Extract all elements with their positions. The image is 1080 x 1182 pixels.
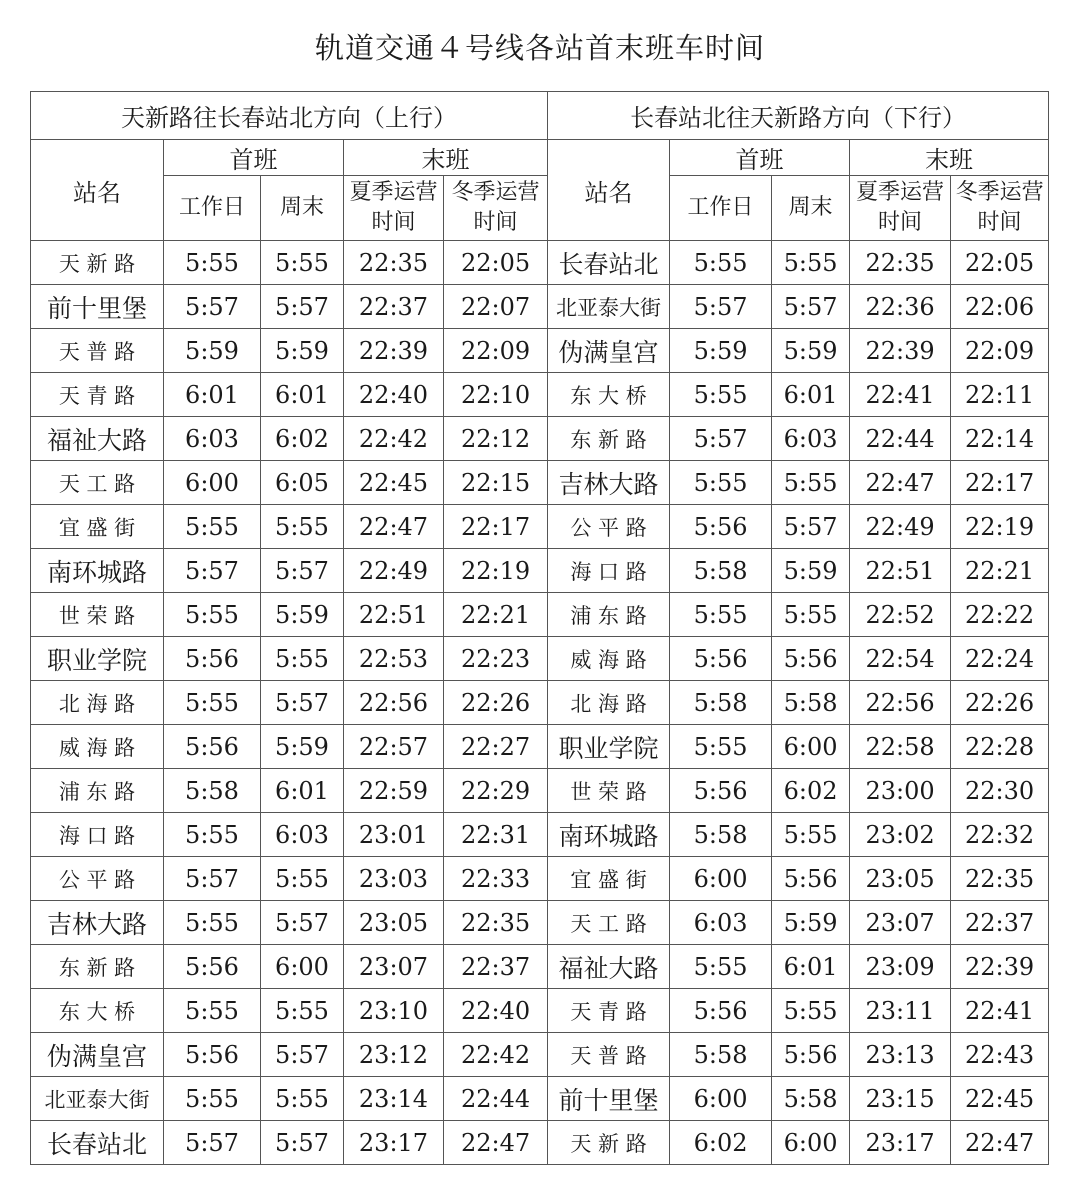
up-winter-last: 22:07 [444, 285, 548, 329]
up-summer-last: 23:07 [344, 945, 444, 989]
up-winter-last: 22:19 [444, 549, 548, 593]
up-station-name: 威 海 路 [31, 725, 164, 769]
table-row [31, 1077, 1049, 1121]
down-winter-last: 22:19 [951, 505, 1049, 549]
down-station-name: 天 工 路 [548, 901, 670, 945]
down-weekday-first: 5:56 [670, 637, 772, 681]
down-station-name: 北亚泰大街 [548, 285, 670, 329]
table-row [31, 769, 1049, 813]
down-winter-last: 22:45 [951, 1077, 1049, 1121]
up-summer-last: 22:59 [344, 769, 444, 813]
down-winter-last: 22:14 [951, 417, 1049, 461]
up-station-name: 北 海 路 [31, 681, 164, 725]
down-winter-last: 22:30 [951, 769, 1049, 813]
down-station-name: 世 荣 路 [548, 769, 670, 813]
down-station-name: 福祉大路 [548, 945, 670, 989]
timetable-body [31, 241, 1049, 1165]
down-weekday-first: 5:58 [670, 681, 772, 725]
up-weekend-first: 6:01 [261, 373, 344, 417]
down-weekend-first: 6:02 [772, 769, 850, 813]
up-station-name: 天 工 路 [31, 461, 164, 505]
up-station-name: 天 青 路 [31, 373, 164, 417]
down-winter-last: 22:09 [951, 329, 1049, 373]
down-weekend-first: 6:00 [772, 1121, 850, 1165]
down-weekday-first: 5:55 [670, 461, 772, 505]
up-station-name: 福祉大路 [31, 417, 164, 461]
up-weekday-first: 5:57 [164, 285, 261, 329]
down-summer-last: 23:13 [850, 1033, 951, 1077]
down-winter-last: 22:21 [951, 549, 1049, 593]
down-winter-last: 22:22 [951, 593, 1049, 637]
up-summer-last: 22:45 [344, 461, 444, 505]
down-winter-last: 22:24 [951, 637, 1049, 681]
timetable [30, 91, 1049, 1165]
down-summer-header: 夏季运营时间 [850, 176, 951, 241]
up-summer-last: 23:12 [344, 1033, 444, 1077]
up-weekend-first: 5:57 [261, 1121, 344, 1165]
up-weekday-first: 5:55 [164, 901, 261, 945]
up-weekend-first: 5:55 [261, 857, 344, 901]
down-summer-last: 22:44 [850, 417, 951, 461]
up-weekend-first: 5:55 [261, 241, 344, 285]
up-weekday-first: 6:01 [164, 373, 261, 417]
down-winter-header: 冬季运营时间 [951, 176, 1049, 241]
up-weekday-first: 6:00 [164, 461, 261, 505]
up-summer-header: 夏季运营时间 [344, 176, 444, 241]
up-winter-last: 22:21 [444, 593, 548, 637]
down-winter-last: 22:43 [951, 1033, 1049, 1077]
up-weekend-first: 5:55 [261, 505, 344, 549]
up-station-name: 前十里堡 [31, 285, 164, 329]
up-summer-last: 22:39 [344, 329, 444, 373]
down-summer-last: 23:11 [850, 989, 951, 1033]
down-station-name: 吉林大路 [548, 461, 670, 505]
up-weekend-first: 6:00 [261, 945, 344, 989]
table-row [31, 813, 1049, 857]
up-station-name: 天 新 路 [31, 241, 164, 285]
table-row [31, 945, 1049, 989]
down-weekend-first: 5:55 [772, 813, 850, 857]
up-summer-last: 23:17 [344, 1121, 444, 1165]
down-weekend-first: 5:58 [772, 681, 850, 725]
up-station-name: 东 新 路 [31, 945, 164, 989]
down-winter-last: 22:11 [951, 373, 1049, 417]
up-weekday-first: 5:55 [164, 241, 261, 285]
down-winter-last: 22:06 [951, 285, 1049, 329]
down-weekend-first: 5:55 [772, 461, 850, 505]
down-weekday-first: 5:57 [670, 285, 772, 329]
table-row [31, 461, 1049, 505]
down-weekend-first: 5:56 [772, 857, 850, 901]
up-weekend-first: 5:55 [261, 1077, 344, 1121]
down-summer-last: 22:51 [850, 549, 951, 593]
up-station-name: 浦 东 路 [31, 769, 164, 813]
up-weekday-first: 5:55 [164, 505, 261, 549]
down-station-name: 伪满皇宫 [548, 329, 670, 373]
down-weekday-first: 5:59 [670, 329, 772, 373]
up-station-name: 宜 盛 街 [31, 505, 164, 549]
up-weekday-first: 5:56 [164, 725, 261, 769]
down-weekday-first: 5:57 [670, 417, 772, 461]
up-station-name: 伪满皇宫 [31, 1033, 164, 1077]
down-summer-last: 22:35 [850, 241, 951, 285]
down-station-name: 东 大 桥 [548, 373, 670, 417]
table-row [31, 725, 1049, 769]
down-station-name: 威 海 路 [548, 637, 670, 681]
down-weekend-first: 5:55 [772, 989, 850, 1033]
up-winter-last: 22:10 [444, 373, 548, 417]
down-weekday-first: 5:55 [670, 373, 772, 417]
up-summer-last: 22:42 [344, 417, 444, 461]
down-winter-last: 22:35 [951, 857, 1049, 901]
table-row [31, 989, 1049, 1033]
down-weekend-first: 6:03 [772, 417, 850, 461]
up-weekend-first: 5:59 [261, 593, 344, 637]
up-station-name: 世 荣 路 [31, 593, 164, 637]
up-station-name: 北亚泰大街 [31, 1077, 164, 1121]
up-weekend-first: 5:57 [261, 285, 344, 329]
up-station-name: 天 普 路 [31, 329, 164, 373]
table-row [31, 417, 1049, 461]
up-weekend-first: 5:57 [261, 1033, 344, 1077]
up-winter-last: 22:37 [444, 945, 548, 989]
down-station-name: 宜 盛 街 [548, 857, 670, 901]
up-weekday-first: 5:55 [164, 989, 261, 1033]
up-winter-last: 22:09 [444, 329, 548, 373]
up-winter-last: 22:42 [444, 1033, 548, 1077]
down-weekday-first: 6:00 [670, 1077, 772, 1121]
up-weekend-first: 5:59 [261, 725, 344, 769]
down-summer-last: 23:17 [850, 1121, 951, 1165]
down-summer-last: 22:58 [850, 725, 951, 769]
up-summer-last: 22:35 [344, 241, 444, 285]
up-winter-header: 冬季运营时间 [444, 176, 548, 241]
up-weekend-first: 6:02 [261, 417, 344, 461]
down-station-name: 长春站北 [548, 241, 670, 285]
table-row [31, 1033, 1049, 1077]
up-winter-last: 22:27 [444, 725, 548, 769]
down-station-name: 前十里堡 [548, 1077, 670, 1121]
down-weekday-first: 5:56 [670, 989, 772, 1033]
up-weekday-first: 5:55 [164, 1077, 261, 1121]
up-winter-last: 22:31 [444, 813, 548, 857]
up-summer-last: 23:10 [344, 989, 444, 1033]
up-first-header: 首班 [164, 140, 344, 176]
down-winter-last: 22:28 [951, 725, 1049, 769]
table-row [31, 505, 1049, 549]
down-weekend-first: 5:56 [772, 1033, 850, 1077]
table-row [31, 373, 1049, 417]
up-summer-last: 22:57 [344, 725, 444, 769]
down-station-name: 公 平 路 [548, 505, 670, 549]
down-summer-last: 22:39 [850, 329, 951, 373]
table-row [31, 329, 1049, 373]
down-weekday-first: 5:58 [670, 813, 772, 857]
table-row [31, 593, 1049, 637]
down-winter-last: 22:47 [951, 1121, 1049, 1165]
down-station-name: 北 海 路 [548, 681, 670, 725]
down-weekday-first: 6:02 [670, 1121, 772, 1165]
down-station-name: 天 新 路 [548, 1121, 670, 1165]
down-station-name: 天 普 路 [548, 1033, 670, 1077]
table-row [31, 1121, 1049, 1165]
up-weekday-first: 5:56 [164, 1033, 261, 1077]
up-summer-last: 22:40 [344, 373, 444, 417]
down-weekend-first: 5:59 [772, 549, 850, 593]
down-station-name: 南环城路 [548, 813, 670, 857]
down-weekday-first: 5:56 [670, 769, 772, 813]
up-weekday-first: 5:57 [164, 1121, 261, 1165]
up-weekday-header: 工作日 [164, 176, 261, 241]
down-weekend-first: 5:59 [772, 901, 850, 945]
down-weekday-first: 6:00 [670, 857, 772, 901]
up-weekday-first: 6:03 [164, 417, 261, 461]
down-summer-last: 23:07 [850, 901, 951, 945]
down-winter-last: 22:26 [951, 681, 1049, 725]
down-station-name: 东 新 路 [548, 417, 670, 461]
up-weekend-first: 5:57 [261, 681, 344, 725]
down-weekend-first: 6:01 [772, 373, 850, 417]
table-row [31, 285, 1049, 329]
up-winter-last: 22:15 [444, 461, 548, 505]
down-winter-last: 22:39 [951, 945, 1049, 989]
down-summer-last: 22:49 [850, 505, 951, 549]
down-weekend-first: 5:56 [772, 637, 850, 681]
down-summer-last: 22:52 [850, 593, 951, 637]
down-summer-last: 23:09 [850, 945, 951, 989]
up-summer-last: 22:49 [344, 549, 444, 593]
up-station-name: 职业学院 [31, 637, 164, 681]
down-station-name: 天 青 路 [548, 989, 670, 1033]
up-weekday-first: 5:57 [164, 549, 261, 593]
up-weekday-first: 5:55 [164, 593, 261, 637]
down-weekday-first: 5:58 [670, 1033, 772, 1077]
down-weekend-first: 5:58 [772, 1077, 850, 1121]
up-summer-last: 23:14 [344, 1077, 444, 1121]
up-weekend-first: 5:57 [261, 549, 344, 593]
down-weekday-first: 5:58 [670, 549, 772, 593]
down-weekday-first: 5:55 [670, 241, 772, 285]
down-summer-last: 22:54 [850, 637, 951, 681]
table-row [31, 857, 1049, 901]
down-winter-last: 22:17 [951, 461, 1049, 505]
up-weekday-first: 5:58 [164, 769, 261, 813]
down-first-header: 首班 [670, 140, 850, 176]
up-station-name: 吉林大路 [31, 901, 164, 945]
up-winter-last: 22:26 [444, 681, 548, 725]
up-summer-last: 23:03 [344, 857, 444, 901]
up-last-header: 末班 [344, 140, 548, 176]
up-weekday-first: 5:57 [164, 857, 261, 901]
down-winter-last: 22:41 [951, 989, 1049, 1033]
down-summer-last: 23:05 [850, 857, 951, 901]
up-winter-last: 22:12 [444, 417, 548, 461]
up-summer-last: 22:53 [344, 637, 444, 681]
up-winter-last: 22:35 [444, 901, 548, 945]
up-station-name: 南环城路 [31, 549, 164, 593]
down-weekday-first: 6:03 [670, 901, 772, 945]
up-summer-last: 22:37 [344, 285, 444, 329]
up-summer-last: 22:51 [344, 593, 444, 637]
down-weekday-header: 工作日 [670, 176, 772, 241]
down-summer-last: 22:41 [850, 373, 951, 417]
up-summer-last: 23:01 [344, 813, 444, 857]
up-weekend-first: 5:55 [261, 989, 344, 1033]
table-row [31, 681, 1049, 725]
up-winter-last: 22:05 [444, 241, 548, 285]
down-weekend-first: 6:01 [772, 945, 850, 989]
up-winter-last: 22:33 [444, 857, 548, 901]
up-winter-last: 22:23 [444, 637, 548, 681]
down-direction-header: 长春站北往天新路方向（下行） [548, 92, 1049, 140]
down-weekend-first: 5:57 [772, 285, 850, 329]
down-summer-last: 23:02 [850, 813, 951, 857]
up-winter-last: 22:47 [444, 1121, 548, 1165]
table-row [31, 637, 1049, 681]
down-weekend-header: 周末 [772, 176, 850, 241]
up-weekend-first: 5:59 [261, 329, 344, 373]
down-winter-last: 22:32 [951, 813, 1049, 857]
up-station-name: 海 口 路 [31, 813, 164, 857]
down-weekend-first: 5:55 [772, 593, 850, 637]
up-weekend-first: 5:57 [261, 901, 344, 945]
table-row [31, 549, 1049, 593]
down-summer-last: 22:56 [850, 681, 951, 725]
down-summer-last: 22:47 [850, 461, 951, 505]
down-station-name: 浦 东 路 [548, 593, 670, 637]
down-weekday-first: 5:55 [670, 593, 772, 637]
up-station-name: 公 平 路 [31, 857, 164, 901]
up-station-name: 东 大 桥 [31, 989, 164, 1033]
up-weekend-first: 6:03 [261, 813, 344, 857]
up-weekday-first: 5:56 [164, 945, 261, 989]
up-weekday-first: 5:56 [164, 637, 261, 681]
down-station-name: 海 口 路 [548, 549, 670, 593]
up-weekend-first: 6:01 [261, 769, 344, 813]
up-winter-last: 22:17 [444, 505, 548, 549]
table-row [31, 241, 1049, 285]
down-weekday-first: 5:56 [670, 505, 772, 549]
down-weekend-first: 5:59 [772, 329, 850, 373]
down-station-name: 职业学院 [548, 725, 670, 769]
down-weekend-first: 5:55 [772, 241, 850, 285]
up-winter-last: 22:29 [444, 769, 548, 813]
up-weekend-first: 6:05 [261, 461, 344, 505]
up-weekday-first: 5:55 [164, 813, 261, 857]
down-weekend-first: 6:00 [772, 725, 850, 769]
up-summer-last: 23:05 [344, 901, 444, 945]
up-weekend-header: 周末 [261, 176, 344, 241]
up-weekday-first: 5:59 [164, 329, 261, 373]
down-summer-last: 23:00 [850, 769, 951, 813]
up-winter-last: 22:40 [444, 989, 548, 1033]
down-weekend-first: 5:57 [772, 505, 850, 549]
down-winter-last: 22:37 [951, 901, 1049, 945]
up-station-header: 站名 [31, 140, 164, 241]
down-summer-last: 22:36 [850, 285, 951, 329]
up-winter-last: 22:44 [444, 1077, 548, 1121]
down-station-header: 站名 [548, 140, 670, 241]
page-title: 轨道交通４号线各站首末班车时间 [314, 31, 765, 65]
up-station-name: 长春站北 [31, 1121, 164, 1165]
up-weekend-first: 5:55 [261, 637, 344, 681]
up-summer-last: 22:56 [344, 681, 444, 725]
down-winter-last: 22:05 [951, 241, 1049, 285]
down-weekday-first: 5:55 [670, 945, 772, 989]
up-summer-last: 22:47 [344, 505, 444, 549]
table-row [31, 901, 1049, 945]
up-weekday-first: 5:55 [164, 681, 261, 725]
down-summer-last: 23:15 [850, 1077, 951, 1121]
down-last-header: 末班 [850, 140, 1049, 176]
down-weekday-first: 5:55 [670, 725, 772, 769]
up-direction-header: 天新路往长春站北方向（上行） [31, 92, 548, 140]
